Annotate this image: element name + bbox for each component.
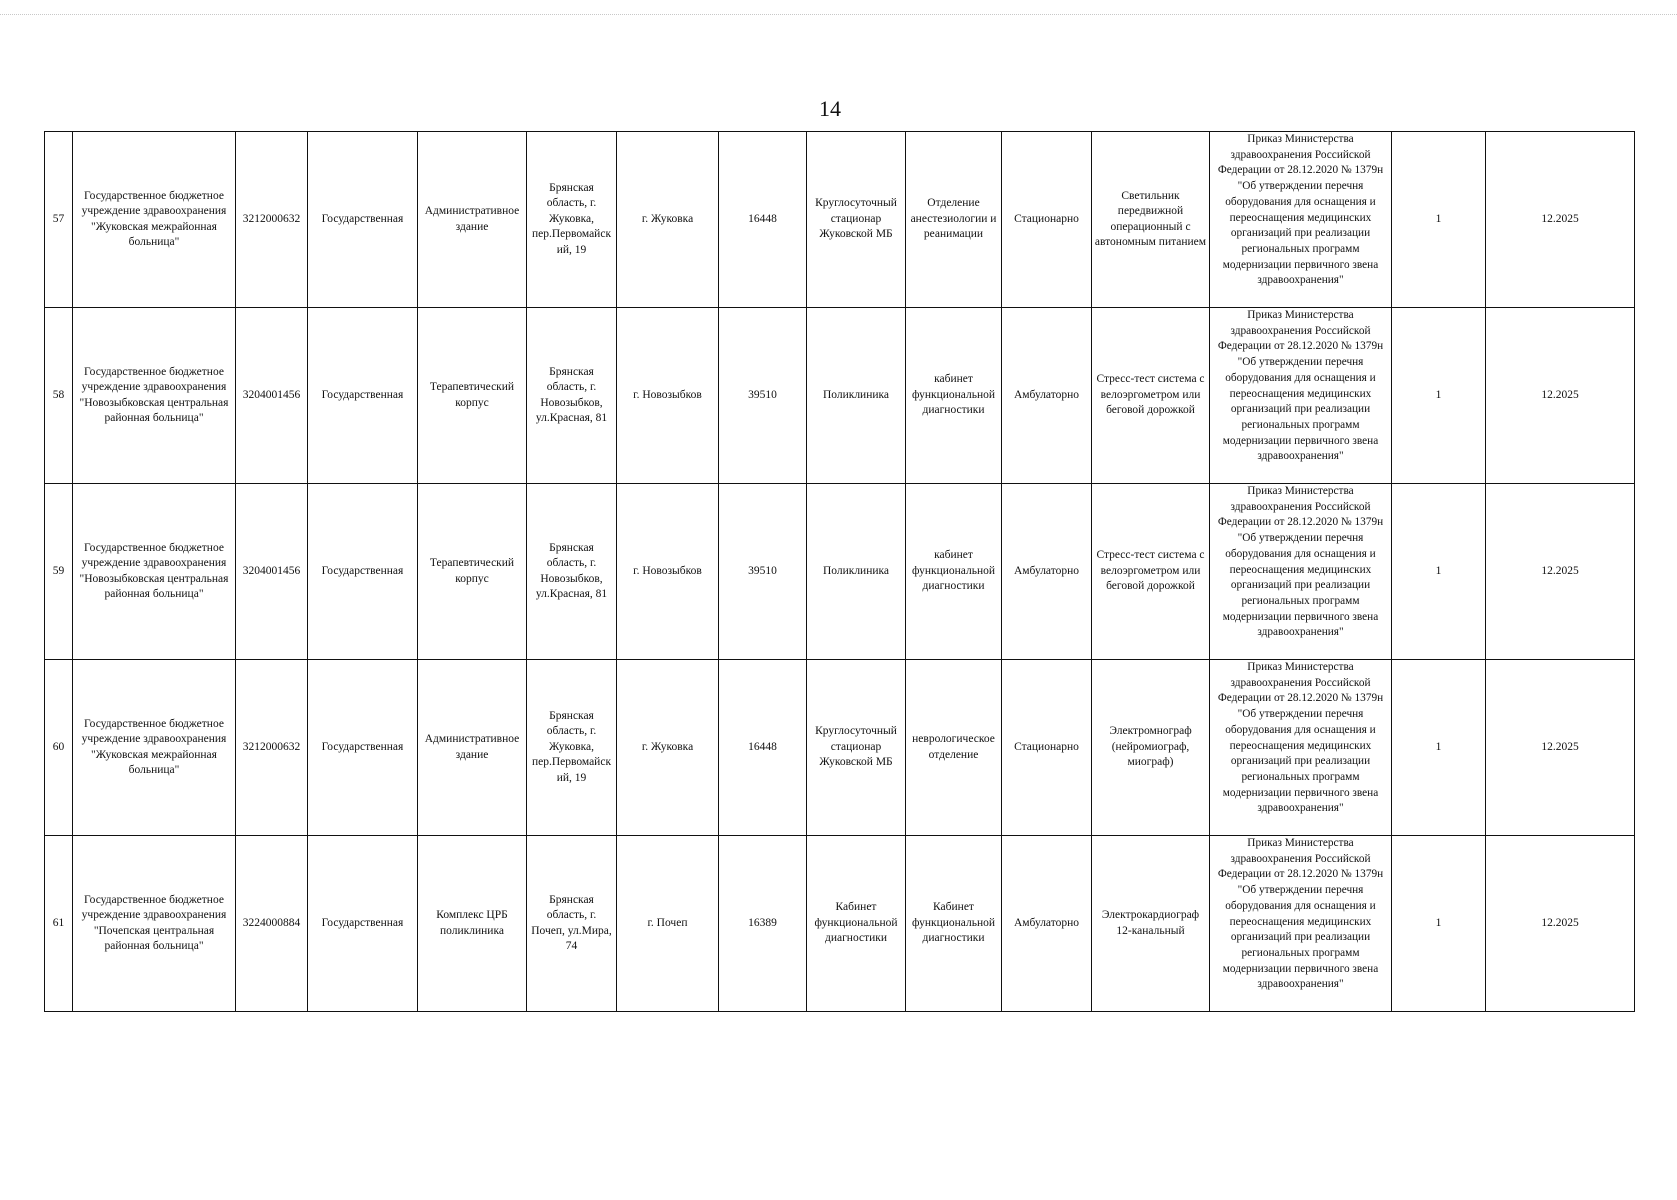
cell-city: г. Новозыбков xyxy=(617,308,719,484)
page-number: 14 xyxy=(819,96,841,121)
cell-basis: Приказ Министерства здравоохранения Российской Федерации от 28.12.2020 № 1379н "Об утверждении перечня оборудования для оснащения и переоснащения медицинских организаций при реализации региональных программ модернизации первичного звена здравоохранения" xyxy=(1210,660,1392,836)
cell-org: Государственное бюджетное учреждение здравоохранения "Новозыбковская центральная районная больница" xyxy=(73,308,236,484)
cell-qty: 1 xyxy=(1392,660,1486,836)
cell-unit: Круглосуточный стационар Жуковской МБ xyxy=(807,660,906,836)
cell-qty: 1 xyxy=(1392,836,1486,1012)
cell-unit: Поликлиника xyxy=(807,308,906,484)
cell-mode: Стационарно xyxy=(1002,132,1092,308)
table-row xyxy=(45,484,1635,660)
cell-equipment: Светильник передвижной операционный с автономным питанием xyxy=(1092,132,1210,308)
cell-code: 16448 xyxy=(719,660,807,836)
cell-date: 12.2025 xyxy=(1486,484,1635,660)
cell-building: Административное здание xyxy=(418,660,527,836)
cell-qty: 1 xyxy=(1392,132,1486,308)
cell-inn: 3212000632 xyxy=(236,132,308,308)
cell-form: Государственная xyxy=(308,660,418,836)
cell-address: Брянская область, г. Жуковка, пер.Первомайский, 19 xyxy=(527,660,617,836)
cell-unit: Поликлиника xyxy=(807,484,906,660)
cell-basis: Приказ Министерства здравоохранения Российской Федерации от 28.12.2020 № 1379н "Об утверждении перечня оборудования для оснащения и переоснащения медицинских организаций при реализации региональных программ модернизации первичного звена здравоохранения" xyxy=(1210,484,1392,660)
cell-dept: кабинет функциональной диагностики xyxy=(906,308,1002,484)
cell-inn: 3224000884 xyxy=(236,836,308,1012)
cell-org: Государственное бюджетное учреждение здравоохранения "Жуковская межрайонная больница" xyxy=(73,132,236,308)
cell-building: Терапевтический корпус xyxy=(418,484,527,660)
cell-address: Брянская область, г. Жуковка, пер.Первомайский, 19 xyxy=(527,132,617,308)
cell-qty: 1 xyxy=(1392,484,1486,660)
cell-qty: 1 xyxy=(1392,308,1486,484)
register-body xyxy=(45,132,1635,1012)
cell-city: г. Почеп xyxy=(617,836,719,1012)
cell-mode: Амбулаторно xyxy=(1002,484,1092,660)
cell-form: Государственная xyxy=(308,484,418,660)
cell-num: 59 xyxy=(45,484,73,660)
cell-basis: Приказ Министерства здравоохранения Российской Федерации от 28.12.2020 № 1379н "Об утверждении перечня оборудования для оснащения и переоснащения медицинских организаций при реализации региональных программ модернизации первичного звена здравоохранения" xyxy=(1210,836,1392,1012)
cell-building: Терапевтический корпус xyxy=(418,308,527,484)
cell-date: 12.2025 xyxy=(1486,836,1635,1012)
cell-basis: Приказ Министерства здравоохранения Российской Федерации от 28.12.2020 № 1379н "Об утверждении перечня оборудования для оснащения и переоснащения медицинских организаций при реализации региональных программ модернизации первичного звена здравоохранения" xyxy=(1210,132,1392,308)
cell-date: 12.2025 xyxy=(1486,660,1635,836)
cell-code: 39510 xyxy=(719,308,807,484)
cell-building: Административное здание xyxy=(418,132,527,308)
table-row xyxy=(45,308,1635,484)
cell-num: 58 xyxy=(45,308,73,484)
cell-city: г. Жуковка xyxy=(617,660,719,836)
cell-unit: Круглосуточный стационар Жуковской МБ xyxy=(807,132,906,308)
cell-inn: 3204001456 xyxy=(236,484,308,660)
cell-dept: кабинет функциональной диагностики xyxy=(906,484,1002,660)
cell-mode: Амбулаторно xyxy=(1002,836,1092,1012)
cell-inn: 3212000632 xyxy=(236,660,308,836)
cell-dept: Кабинет функциональной диагностики xyxy=(906,836,1002,1012)
cell-equipment: Электромнограф (нейромиограф, миограф) xyxy=(1092,660,1210,836)
cell-mode: Амбулаторно xyxy=(1002,308,1092,484)
cell-equipment: Электрокардиограф 12-канальный xyxy=(1092,836,1210,1012)
cell-num: 57 xyxy=(45,132,73,308)
cell-org: Государственное бюджетное учреждение здравоохранения "Почепская центральная районная больница" xyxy=(73,836,236,1012)
cell-org: Государственное бюджетное учреждение здравоохранения "Жуковская межрайонная больница" xyxy=(73,660,236,836)
cell-address: Брянская область, г. Новозыбков, ул.Красная, 81 xyxy=(527,308,617,484)
cell-date: 12.2025 xyxy=(1486,132,1635,308)
cell-building: Комплекс ЦРБ поликлиника xyxy=(418,836,527,1012)
cell-city: г. Новозыбков xyxy=(617,484,719,660)
cell-equipment: Стресс-тест система с велоэргометром или беговой дорожкой xyxy=(1092,484,1210,660)
cell-mode: Стационарно xyxy=(1002,660,1092,836)
cell-form: Государственная xyxy=(308,308,418,484)
cell-org: Государственное бюджетное учреждение здравоохранения "Новозыбковская центральная районная больница" xyxy=(73,484,236,660)
cell-form: Государственная xyxy=(308,836,418,1012)
cell-equipment: Стресс-тест система с велоэргометром или беговой дорожкой xyxy=(1092,308,1210,484)
cell-code: 16448 xyxy=(719,132,807,308)
cell-inn: 3204001456 xyxy=(236,308,308,484)
cell-date: 12.2025 xyxy=(1486,308,1635,484)
cell-dept: Отделение анестезиологии и реанимации xyxy=(906,132,1002,308)
cell-dept: неврологическое отделение xyxy=(906,660,1002,836)
scan-artifact-line xyxy=(0,14,1677,15)
equipment-register-table xyxy=(44,131,1635,1012)
cell-code: 39510 xyxy=(719,484,807,660)
cell-city: г. Жуковка xyxy=(617,132,719,308)
cell-address: Брянская область, г. Почеп, ул.Мира, 74 xyxy=(527,836,617,1012)
table-row xyxy=(45,836,1635,1012)
cell-num: 61 xyxy=(45,836,73,1012)
cell-address: Брянская область, г. Новозыбков, ул.Красная, 81 xyxy=(527,484,617,660)
table-row xyxy=(45,660,1635,836)
table-row xyxy=(45,132,1635,308)
cell-code: 16389 xyxy=(719,836,807,1012)
cell-form: Государственная xyxy=(308,132,418,308)
cell-unit: Кабинет функциональной диагностики xyxy=(807,836,906,1012)
cell-basis: Приказ Министерства здравоохранения Российской Федерации от 28.12.2020 № 1379н "Об утверждении перечня оборудования для оснащения и переоснащения медицинских организаций при реализации региональных программ модернизации первичного звена здравоохранения" xyxy=(1210,308,1392,484)
cell-num: 60 xyxy=(45,660,73,836)
